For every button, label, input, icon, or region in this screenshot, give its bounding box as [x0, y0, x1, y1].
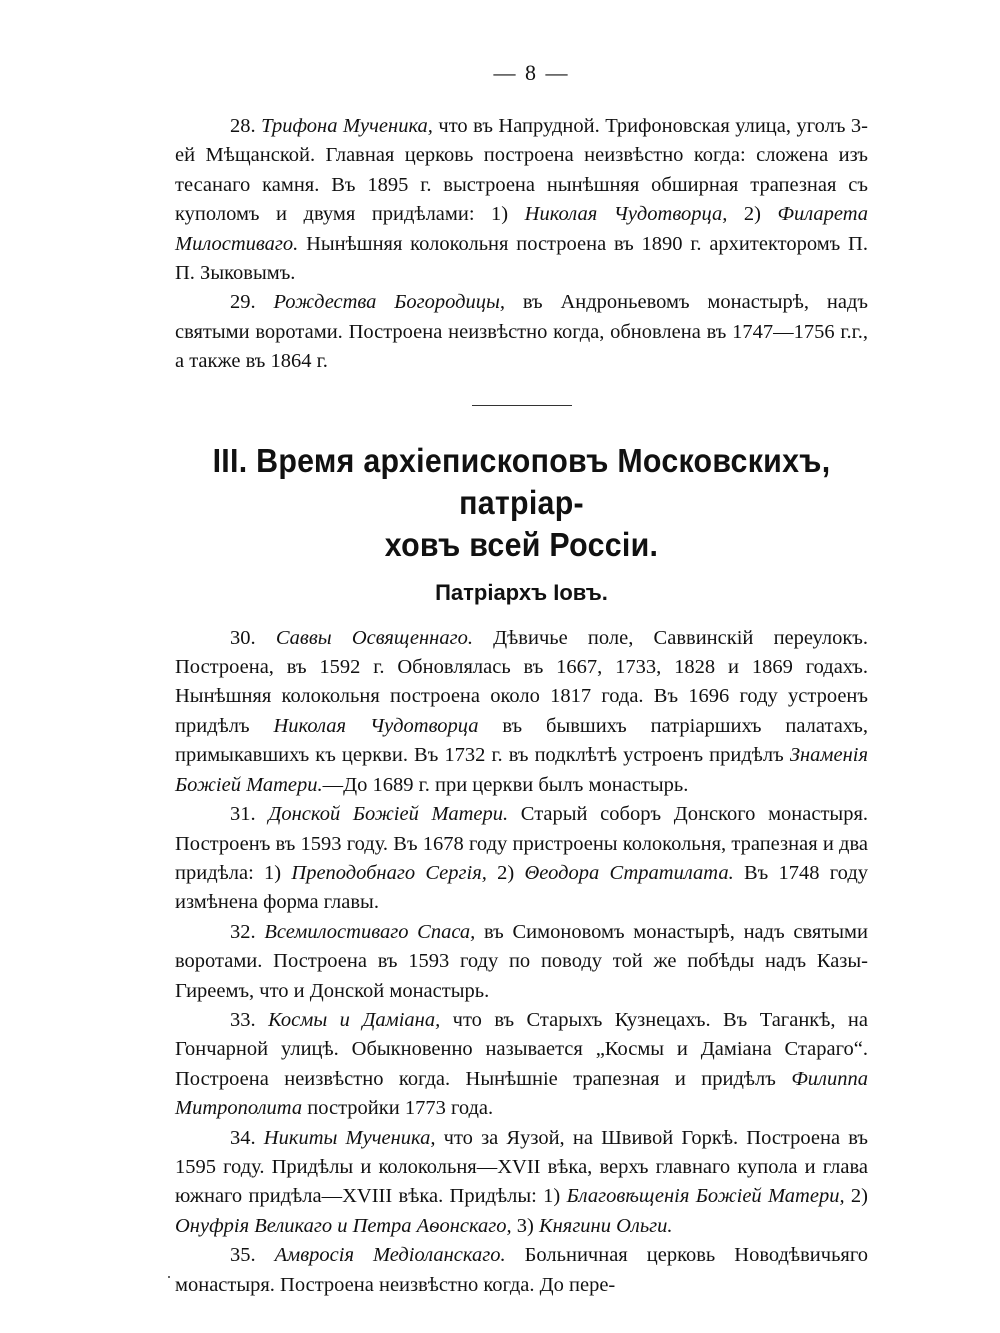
chapel-name: Θеодора Стратилата. [524, 861, 734, 884]
entry-30 [175, 624, 868, 800]
entry-29 [175, 288, 868, 376]
church-name: Саввы Освященнаго. [275, 626, 473, 649]
page-number: — 8 — [493, 60, 570, 85]
entry-number: 31. [230, 803, 269, 826]
church-name: Никиты Мученика, [263, 1126, 436, 1149]
chapel-name: Николая Чудотворца, [524, 203, 728, 226]
section-divider [472, 405, 572, 406]
entry-text: что въ Старыхъ Кузнецахъ. Въ Таганкѣ, на Гончарной улицѣ. Обыкновенно называется „Космы и Даміана Стараго“. Построена неизвѣстно когда. Нынѣшніе трапезная и придѣлъ [175, 1008, 869, 1090]
entry-35 [175, 1241, 868, 1300]
margin-speck [168, 1276, 170, 1278]
chapel-name: Филиппа Митрополита [175, 1067, 868, 1120]
entry-text: Дѣвичье поле, Саввинскій переулокъ. Построена, въ 1592 г. Обновлялась въ 1667, 1733, 1828 и 1869 годахъ. Нынѣшняя колокольня построена около 1817 года. Въ 1696 году устроенъ придѣлъ [175, 626, 869, 737]
section-heading [203, 440, 841, 566]
church-name: Донской Божіей Матери. [268, 803, 509, 826]
entry-number: 34. [230, 1126, 264, 1149]
entry-text: что за Яузой, на Швивой Горкѣ. Построена въ 1595 году. Придѣлы и колокольня—XVII вѣка, верхъ главнаго купола и глава южнаго придѣла—XVIII вѣка. Придѣлы: 1) [175, 1126, 869, 1208]
church-name: Рождества Богородицы, [273, 291, 505, 314]
church-name: Космы и Даміана, [268, 1008, 441, 1031]
chapel-name: Преподобнаго Сергія, [291, 861, 487, 884]
chapel-name: Знаменія Божіей Матери. [175, 744, 868, 796]
entry-text: постройки 1773 года. [302, 1097, 494, 1120]
entry-number: 32. [230, 920, 265, 943]
subheading: Патріархъ Іовъ. [435, 579, 608, 605]
section-heading-line: III. Время архіепископовъ Московскихъ, патріар- [212, 441, 831, 521]
entry-number: 30. [230, 626, 276, 649]
entry-text: Въ 1748 году измѣнена форма главы. [175, 861, 869, 914]
entry-text: Больничная церковь Новодѣвичьяго монастыря. Построена неизвѣстно когда. До пере- [175, 1244, 868, 1296]
chapel-name: Благовѣщенія Божіей Матери, [566, 1185, 845, 1208]
chapel-name: Филарета Милостиваго. [175, 203, 869, 255]
entry-28 [175, 112, 868, 288]
entry-text: въ Симоновомъ монастырѣ, надъ святыми воротами. Построена въ 1593 году по поводу той же побѣды надъ Казы-Гиреемъ, что и Донской монастырь. [175, 920, 869, 1002]
entry-32 [175, 918, 868, 1006]
entry-text: —До 1689 г. при церкви былъ монастырь. [322, 773, 689, 796]
entry-number: 35. [230, 1244, 275, 1267]
church-name: Амвросія Медіоланскаго. [274, 1244, 506, 1267]
chapel-name: Онуфрія Великаго и Петра Аѳонскаго, [175, 1214, 512, 1237]
entry-text: 3) [511, 1214, 539, 1237]
church-name: Всемилостиваго Спаса, [264, 920, 476, 943]
entry-text: въ Андроньевомъ монастырѣ, надъ святыми воротами. Построена неизвѣстно когда, обновлена въ 1747—1756 г.г., а также въ 1864 г. [175, 291, 868, 373]
entry-number: 28. [230, 115, 262, 137]
page [175, 60, 868, 1300]
entry-34 [175, 1124, 868, 1242]
entry-text: 2) [727, 203, 778, 226]
entry-text: Старый соборъ Донского монастыря. Построенъ въ 1593 году. Въ 1678 году пристроены колокольня, трапезная и два придѣла: 1) [175, 803, 868, 884]
entry-text: 2) [486, 861, 525, 884]
entry-number: 33. [230, 1008, 269, 1031]
entry-text: въ бывшихъ патріаршихъ палатахъ, примыкавшихъ къ церкви. Въ 1732 г. въ подклѣтѣ устроенъ придѣлъ [175, 714, 868, 767]
chapel-name: Княгини Ольги. [539, 1214, 673, 1237]
entry-31 [175, 800, 868, 918]
entry-text: что въ Напрудной. Трифоновская улица, уголъ 3-ей Мѣщанской. Главная церковь построена неизвѣстно когда: сложена изъ тесанаго камня. Въ 1895 г. выстроена нынѣшняя обширная трапезная съ куполомъ и двумя придѣлами: 1) [175, 115, 869, 226]
church-name: Трифона Мученика, [261, 115, 433, 137]
entry-number: 29. [230, 291, 274, 314]
chapel-name: Николая Чудотворца [273, 714, 479, 737]
entry-text: Нынѣшняя колокольня построена въ 1890 г. архитекторомъ П. П. Зыковымъ. [175, 232, 868, 285]
entry-text: 2) [844, 1185, 869, 1208]
section-heading-line: ховъ всей Россіи. [384, 525, 659, 563]
entry-33 [175, 1006, 868, 1124]
